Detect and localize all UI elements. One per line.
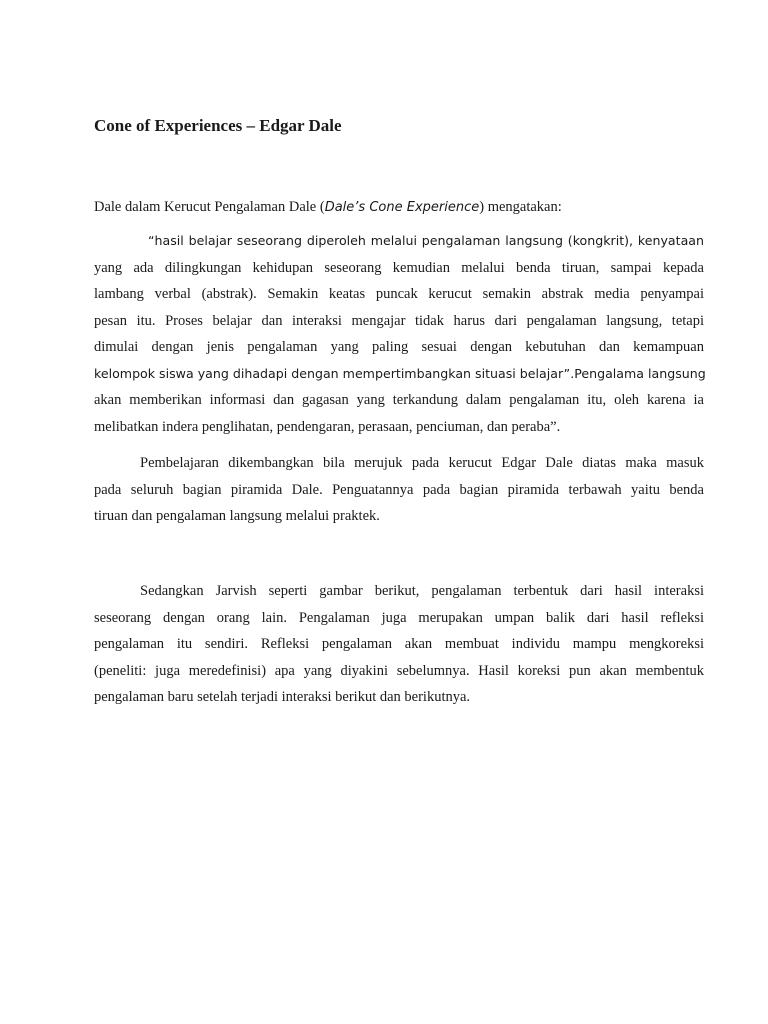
intro-before: Dale dalam Kerucut Pengalaman Dale ( <box>94 199 325 215</box>
paragraph-line: pada seluruh bagian piramida Dale. Penguatannya pada bagian piramida terbawah yaitu benda <box>94 481 704 498</box>
quote-line: dimulai dengan jenis pengalaman yang paling sesuai dengan kebutuhan dan kemampuan <box>94 339 704 355</box>
quote-line: yang ada dilingkungan kehidupan seseorang kemudian melalui benda tiruan, sampai kepada <box>94 259 704 276</box>
quote-line: melibatkan indera penglihatan, pendengaran, perasaan, penciuman, dan peraba”. <box>94 418 561 435</box>
quote-line: akan memberikan informasi dan gagasan yang terkandung dalam pengalaman itu, oleh karena ia <box>94 392 704 408</box>
intro-line <box>94 199 562 216</box>
intro-after: ) mengatakan: <box>479 199 562 215</box>
paragraph-line: Pembelajaran dikembangkan bila merujuk pada kerucut Edgar Dale diatas maka masuk <box>140 455 704 471</box>
quote-line: pesan itu. Proses belajar dan interaksi mengajar tidak harus dari pengalaman langsung, tetapi <box>94 312 704 329</box>
paragraph-3 <box>94 578 704 711</box>
quote-line: “hasil belajar seseorang diperoleh melalui pengalaman langsung (kongkrit), kenyataan <box>148 233 704 248</box>
quote-line-continuation: Pengalama langsung <box>574 365 706 381</box>
paragraph-line: tiruan dan pengalaman langsung melalui praktek. <box>94 508 380 524</box>
paragraph-line: Sedangkan Jarvish seperti gambar berikut, pengalaman terbentuk dari hasil interaksi <box>140 583 704 599</box>
paragraph-line: pengalaman itu sendiri. Refleksi pengalaman akan membuat individu mampu mengkoreksi <box>94 636 704 652</box>
paragraph-line: seseorang dengan orang lain. Pengalaman juga merupakan umpan balik dari hasil refleksi <box>94 609 704 626</box>
paragraph-line: (peneliti: juga meredefinisi) apa yang diyakini sebelumnya. Hasil koreksi pun akan membentuk <box>94 662 704 679</box>
quote-line-end: kelompok siswa yang dihadapi dengan mempertimbangkan situasi belajar”. <box>94 365 575 381</box>
paragraph-2 <box>94 450 704 530</box>
quote-paragraph <box>94 228 704 440</box>
intro-italic-term: Dale’s Cone Experience <box>324 200 480 215</box>
paragraph-line: pengalaman baru setelah terjadi interaksi berikut dan berikutnya. <box>94 689 471 705</box>
document-title: Cone of Experiences – Edgar Dale <box>94 116 342 135</box>
quote-line <box>94 361 704 388</box>
quote-line: lambang verbal (abstrak). Semakin keatas puncak kerucut semakin abstrak media penyampai <box>94 286 704 302</box>
